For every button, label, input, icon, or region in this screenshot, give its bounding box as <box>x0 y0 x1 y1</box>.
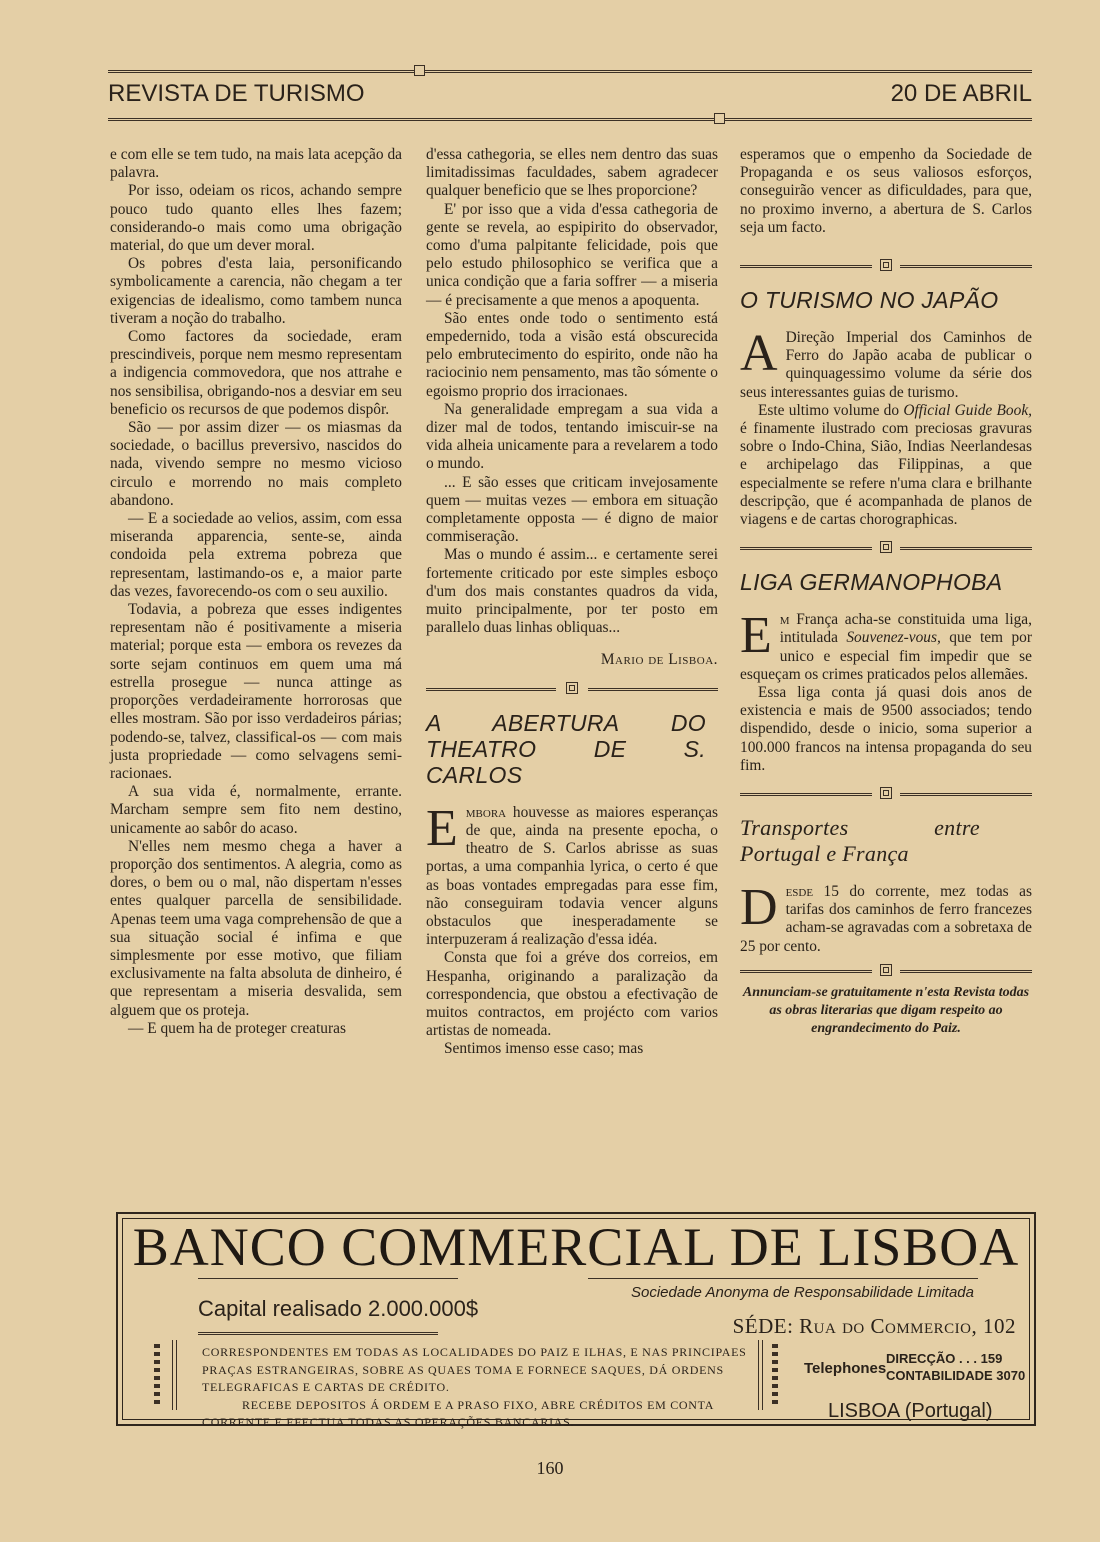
paragraph: — E quem ha de proteger creaturas <box>128 1019 346 1037</box>
section-separator <box>740 541 1032 555</box>
bank-advertisement: BANCO COMMERCIAL DE LISBOA Sociedade Anonyma de Responsabilidade Limitada Capital realisado 2.000.000$ SÉDE: Rua do Commercio, 102 CORRESPONDENTES EM TODAS AS LOCALIDADES DO PAIZ E ILHAS, E NAS PRINCIPAES PRAÇAS ESTRANGEIRAS, SOBRE AS QUAES TOMA E FORNECE SAQUES, DÁ ORDENS TELEGRAFICAS E CARTAS DE CRÉDITO. RECEBE DEPOSITOS Á ORDEM E A PRASO FIXO, ABRE CRÉDITOS EM CONTA CORRENTE E EFECTUA TODAS AS OPERAÇÕES BANCARIAS. Telephones DIRECÇÃO . . . 159 CONTABILIDADE 3070 LISBOA (Portugal) <box>116 1212 1036 1426</box>
separator-ornament-icon <box>880 787 892 799</box>
paragraph: N'elles nem mesmo chega a haver a proporção dos sentimentos. A alegria, como as dores, o bem ou o mal, não dispertam n'esses entes qualquer parcella de sensibilidade. Apenas teem uma vaga comprehensão de que a sua situação social é infima e que simplesmente por esse motivo, que filiam exclusivamente na falta absoluta de dinheiro, é que representam a miseria desvalida, sem alguem que os proteja. <box>110 837 402 1019</box>
header-ornament-bottom <box>714 113 725 124</box>
section-separator <box>740 964 1032 978</box>
editorial-note: Annunciam-se gratuitamente n'esta Revista todas as obras literarias que digam respeito ao engrandecimento do Paiz. <box>742 984 1030 1036</box>
paragraph: — E a sociedade ao velios, assim, com essa miseranda apparencia, sente-se, ainda condoida pela extrema pobreza que representam, lastimando-os e, a maior parte das vezes, favorecendo-os com o seu auxilio. <box>110 510 402 600</box>
bank-city: LISBOA (Portugal) <box>828 1400 993 1422</box>
separator-ornament-icon <box>880 541 892 553</box>
header-title: REVISTA DE TURISMO <box>108 80 365 107</box>
bank-services: CORRESPONDENTES EM TODAS AS LOCALIDADES DO PAIZ E ILHAS, E NAS PRINCIPAES PRAÇAS ESTRANGEIRAS, SOBRE AS QUAES TOMA E FORNECE SAQUES, DÁ ORDENS TELEGRAFICAS E CARTAS DE CRÉDITO. RECEBE DEPOSITOS Á ORDEM E A PRASO FIXO, ABRE CRÉDITOS EM CONTA CORRENTE E EFECTUA TODAS AS OPERAÇÕES BANCARIAS. <box>202 1345 747 1429</box>
bank-address: SÉDE: Rua do Commercio, 102 <box>732 1314 1016 1338</box>
separator-ornament-icon <box>880 964 892 976</box>
header-ornament-top <box>414 65 425 76</box>
bank-capital: Capital realisado 2.000.000$ <box>198 1296 479 1321</box>
paragraph: Todavia, a pobreza que esses indigentes representam não é positivamente a miseria material; porque esta — embora os revezes da sorte sejam continuos em quem uma má estrella prosegue — nunca attinge as proporções verdadeiramente horrorosas que elles mostram. São por isso verdadeiros párias; podendo-se, talvez, classifical-os — com mais justa propriedade — como selvagens semi-racionaes. <box>110 601 402 782</box>
article-theatro: Embora houvesse as maiores esperanças de que, ainda na presente epocha, o theatro de S. Carlos abrisse as suas portas, a uma companhia lyrica, o certo é que as boas vontades empregadas para esse fim, não conseguiram todavia vencer alguns obstaculos que inesperadamente se interpuzeram á realização d'essa idéa. Consta que foi a gréve dos correios, em Hespanha, originando a paralização da correspondencia, que obstou a efectivação de muitos contractos, em projécto com varios artistas de nomeada. Sentimos imenso esse caso; mas <box>426 803 718 1058</box>
paragraph: E' por isso que a vida d'essa cathegoria de gente se revela, ao espipirito do observador, como d'uma palpitante felicidade, pois que pelo estudo philosophico se verifica que a unica condição que a faria soffrer — a miseria — é precisamente a que menos a apoquenta. <box>426 200 718 309</box>
drop-cap: A <box>740 329 778 383</box>
paragraph: e com elle se tem tudo, na mais lata acepção da palavra. <box>110 146 402 182</box>
separator-ornament-icon <box>566 682 578 694</box>
section-separator <box>740 787 1032 801</box>
drop-cap: E <box>426 803 458 857</box>
article-japao: A Direção Imperial dos Caminhos de Ferro do Japão acaba de publicar o quinquagessimo volume da série dos seus interessantes guias de turismo. Este ultimo volume do Official Guide Book, é finamente ilustrado com preciosas gravuras sobre o Indo-China, Sião, Indias Neerlandesas e archipelago das Filippinas, a que especialmente se refere n'uma clara e brilhante descripção, que é acompanhada de planos de viagens e de cartas chorographicas. <box>740 329 1032 529</box>
paragraph: d'essa cathegoria, se elles nem dentro das suas limitadissimas faculdades, sabem agradecer qualquer beneficio que se lhes proporcione? <box>426 146 718 200</box>
ornament-icon <box>154 1344 160 1404</box>
paragraph: ... E são esses que criticam invejosamente quem — muitas vezes — embora em situação completamente opposta — é digno de maior commiseração. <box>426 473 718 546</box>
header-date: 20 DE ABRIL <box>890 80 1032 107</box>
ornament-icon <box>772 1344 778 1404</box>
bank-subtitle: Sociedade Anonyma de Responsabilidade Limitada <box>630 1284 974 1301</box>
paragraph: Sentimos imenso esse caso; mas <box>444 1040 644 1058</box>
section-separator <box>740 259 1032 273</box>
paragraph: São entes onde todo o sentimento está empedernido, toda a visão está obscurecida pelo embrutecimento do espirito, onde não ha raciocinio nem pensamento, mas tão sómente o egoismo proprio dos irracionaes. <box>426 309 718 400</box>
header-top-rule <box>108 70 1032 73</box>
section-title-transportes: Transportes entre Portugal e França <box>740 815 980 867</box>
article-transportes: Desde 15 do corrente, mez todas as tarifas dos caminhos de ferro francezes acham-se agravadas com a sobretaxa de 25 por cento. <box>740 883 1032 955</box>
paragraph: Este ultimo volume do Official Guide Book, é finamente ilustrado com preciosas gravuras sobre o Indo-China, Sião, Indias Neerlandesas e archipelago das Filippinas, a que especialmente se refere n'uma clara e brilhante descripção, que é acompanhada de planos de viagens e de cartas chorographicas. <box>740 401 1032 529</box>
section-title-theatro: A ABERTURA DO THEATRO DE S. CARLOS <box>426 709 706 788</box>
section-separator <box>426 682 718 696</box>
separator-ornament-icon <box>880 259 892 271</box>
paragraph: Essa liga conta já quasi dois anos de existencia e mais de 9500 associados; tendo dispendido, desde o inicio, soma superior a 100.000 francos na intensa propaganda do seu fim. <box>740 684 1032 774</box>
paragraph: Por isso, odeiam os ricos, achando sempre pouco tudo quanto elles lhes fazem; considerando-o mais como uma obrigação material, do que um dever moral. <box>110 182 402 255</box>
column-3 <box>740 146 1032 1038</box>
paragraph: São — por assim dizer — os miasmas da sociedade, o bacillus preversivo, nascidos do nada, vivendo sempre no mesmo vicioso circulo e morrendo no mais completo abandono. <box>110 419 402 509</box>
section-title-liga: LIGA GERMANOPHOBA <box>740 569 1003 596</box>
drop-cap: E <box>740 611 772 665</box>
section-title-japao: O TURISMO NO JAPÃO <box>740 287 999 314</box>
paragraph: Os pobres d'esta laia, personificando symbolicamente a carencia, não chegam a ter exigencias de idealismo, como tambem nunca tiveram a noção do trabalho. <box>110 255 402 327</box>
page-number: 160 <box>536 1458 564 1478</box>
paragraph: Como factores da sociedade, eram prescindiveis, porque nem mesmo representam a indigencia commovedora, que nos attrahe e nos sensibilisa, obrigando-nos a desviar em seu beneficio os recursos de que podemos dispôr. <box>110 328 402 418</box>
drop-cap: D <box>740 883 778 937</box>
paragraph: Consta que foi a gréve dos correios, em Hespanha, originando a paralização da correspondencia, que obstou a efectivação de muitos contractos, em projécto com varios artistas de nomeada. <box>426 949 718 1040</box>
author-signature: Mario de Lisboa. <box>600 651 718 669</box>
column-1 <box>110 146 402 1038</box>
column-2 <box>426 146 718 1059</box>
paragraph: esperamos que o empenho da Sociedade de Propaganda e os seus valiosos esforços, conseguirão vencer as dificuldades, para que, no proximo inverno, a abertura de S. Carlos seja um facto. <box>740 146 1032 236</box>
bank-title: BANCO COMMERCIAL DE LISBOA <box>132 1217 1020 1277</box>
paragraph: Mas o mundo é assim... e certamente serei fortemente criticado por este simples esboço d'um dos mais constantes quadros da vida, muito principalmente, por ter posto em parallelo duas linhas obliquas... <box>426 546 718 637</box>
paragraph: Na generalidade empregam a sua vida a dizer mal de todos, tentando imiscuir-se na vida alheia unicamente para a revelarem a todo o mundo. <box>426 400 718 473</box>
header-bottom-rule <box>108 118 1032 121</box>
article-liga: Em França acha-se constituida uma liga, intitulada Souvenez-vous, que tem por unico e especial fim impedir que se esqueçam os crimes praticados pelos allemães. Essa liga conta já quasi dois anos de existencia e mais de 9500 associados; tendo dispendido, desde o inicio, soma superior a 100.000 francos na intensa propaganda do seu fim. <box>740 611 1032 774</box>
paragraph: A sua vida é, normalmente, errante. Marcham sempre sem fito nem destino, unicamente ao sabôr do acaso. <box>110 783 402 837</box>
